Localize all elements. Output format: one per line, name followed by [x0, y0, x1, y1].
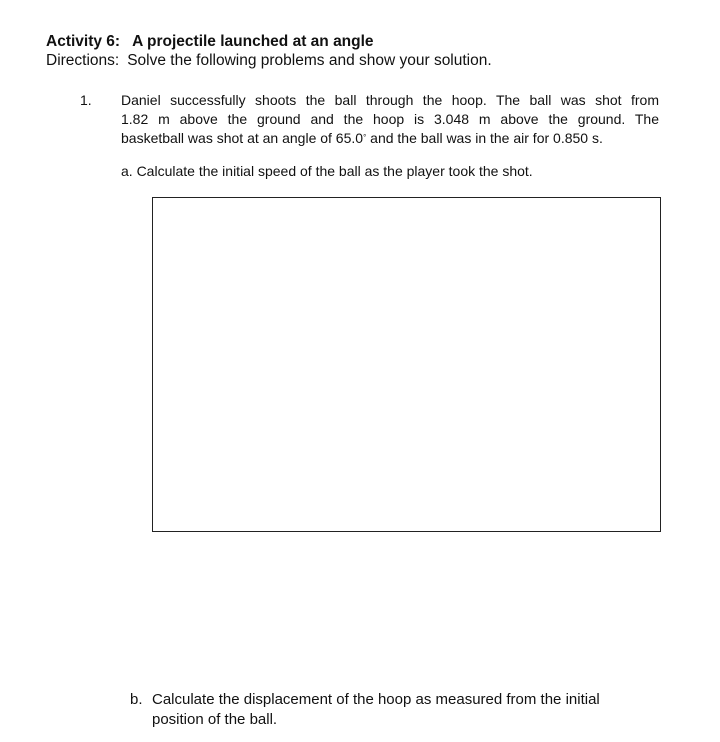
directions-text: Solve the following problems and show your solution. [127, 52, 492, 69]
problem-line-2: 1.82 m above the ground and the hoop is 3.048 m above the ground. The [121, 111, 659, 127]
problem-line-3-start: basketball was shot at an angle of 65.0 [121, 130, 364, 146]
question-b-line-2: position of the ball. [152, 711, 278, 728]
activity-label: Activity 6: [46, 33, 121, 50]
question-b-letter: b. [130, 691, 143, 708]
problem-number: 1. [80, 92, 92, 108]
directions-label: Directions: [46, 52, 120, 69]
problem-line-1: Daniel successfully shoots the ball through the hoop. The ball was shot from [121, 92, 659, 108]
question-b-line-1: Calculate the displacement of the hoop as measured from the initial [152, 691, 600, 708]
degree-symbol: ° [363, 133, 367, 142]
problem-statement [121, 91, 659, 148]
activity-title: A projectile launched at an angle [132, 33, 374, 50]
question-a: a. Calculate the initial speed of the ball as the player took the shot. [121, 163, 533, 179]
directions-line [46, 51, 492, 70]
answer-box-a[interactable] [152, 197, 661, 532]
activity-heading [46, 32, 374, 51]
problem-line-3-end: and the ball was in the air for 0.850 s. [366, 130, 603, 146]
problem-line-3 [121, 129, 659, 148]
question-b-text [152, 690, 692, 730]
